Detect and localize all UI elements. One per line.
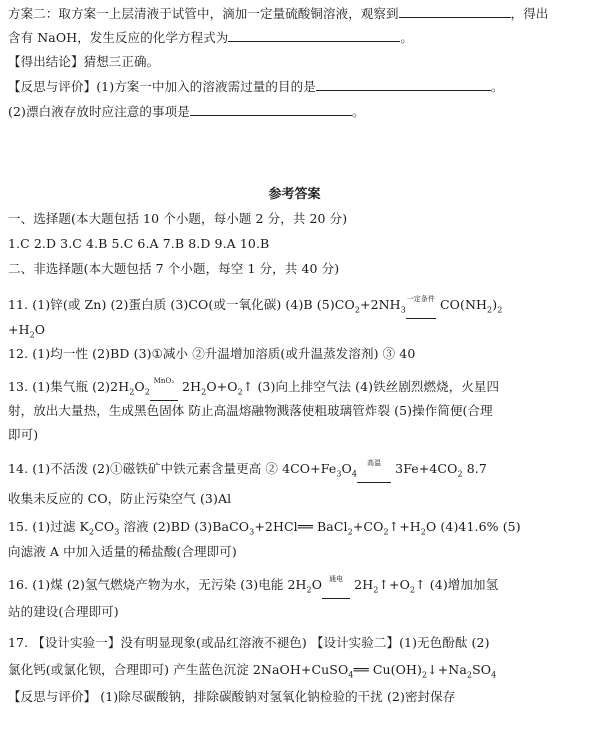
subscript: 3 [249, 527, 255, 537]
subscript: 2 [421, 670, 428, 680]
q17-line-2 [8, 662, 583, 684]
answer-blank[interactable] [228, 29, 400, 42]
header-line-4 [8, 78, 583, 95]
text: 2H [177, 379, 202, 394]
text: SO [472, 662, 492, 677]
text: 含有 NaOH，发生反应的化学方程式为 [8, 30, 229, 45]
reaction-condition: 通电 [329, 574, 344, 583]
subscript: 2 [201, 387, 207, 397]
subscript: 2 [466, 670, 473, 680]
answer-blank[interactable] [399, 5, 511, 18]
q17-line-1: 17. 【设计实验一】没有明显现象(或品红溶液不褪色) 【设计实验二】(1)无色酚酞 (2) [8, 635, 490, 650]
text: 氯化钙(或氯化钡，合理即可) 产生蓝色沉淀 2NaOH+CuSO [8, 662, 349, 677]
text: 溶液 (2)BD (3)BaCO [119, 519, 250, 534]
subscript: 2 [420, 527, 426, 537]
section-1-heading: 一、选择题(本大题包括 10 个小题，每小题 2 分，共 20 分) [8, 211, 348, 226]
reaction-condition: 高温 [366, 458, 382, 467]
text: ↑+H [388, 519, 421, 534]
text: ，得出 [510, 6, 549, 21]
text: +2HCl══ BaCl [254, 519, 348, 534]
q11-line-2 [8, 322, 583, 344]
subscript: 2 [29, 330, 35, 340]
text: 方案二：取方案一上层清液于试管中，滴加一定量硫酸铜溶液，观察到 [8, 6, 399, 21]
q12-line: 12. (1)均一性 (2)BD (3)①减小 ②升温增加溶质(或升温蒸发溶剂) ③ 40 [8, 346, 416, 361]
text: O [34, 322, 46, 337]
text: ) [492, 297, 498, 312]
q13-line-1 [8, 376, 583, 401]
text: 11. (1)锌(或 Zn) (2)蛋白质 (3)CO(或一氧化碳) (4)B (5)CO [8, 297, 355, 312]
text: +2NH [360, 297, 401, 312]
subscript: 2 [237, 387, 243, 397]
subscript: 2 [347, 527, 353, 537]
q15-line-1 [8, 519, 583, 541]
subscript: 3 [336, 469, 342, 479]
header-line-3: 【得出结论】猜想三正确。 [8, 54, 160, 69]
text: 15. (1)过滤 K [8, 519, 89, 534]
reaction-arrow [357, 458, 391, 483]
header-line-1 [8, 5, 583, 22]
subscript: 2 [129, 387, 135, 397]
subscript: 2 [409, 585, 416, 595]
section-2-heading: 二、非选择题(本大题包括 7 个小题，每空 1 分，共 40 分) [8, 261, 340, 276]
text: O+O [206, 379, 238, 394]
reaction-arrow [150, 376, 178, 401]
reaction-arrow [322, 574, 350, 599]
q13-line-2: 射，放出大量热，生成黑色固体 防止高温熔融物溅落使粗玻璃管炸裂 (5)操作简便(合理 [8, 403, 493, 418]
text: O [311, 577, 323, 592]
reaction-arrow [406, 294, 436, 319]
subscript: 2 [383, 527, 389, 537]
q14-line-1 [8, 458, 583, 483]
text: 3Fe+4CO [391, 461, 458, 476]
section-1-answers: 1.C 2.D 3.C 4.B 5.C 6.A 7.B 8.D 9.A 10.B [8, 236, 270, 251]
text: ↑ (3)向上排空气法 (4)铁丝剧烈燃烧，火星四 [242, 379, 500, 394]
reaction-condition: 一定条件 [406, 294, 436, 303]
reaction-condition: MnO₂ [153, 376, 175, 385]
subscript: 3 [400, 305, 406, 315]
subscript: 2 [373, 585, 379, 595]
text: +CO [352, 519, 384, 534]
answer-blank[interactable] [316, 78, 491, 91]
text: (2)漂白液存放时应注意的事项是 [8, 104, 190, 119]
subscript: 2 [306, 585, 312, 595]
q16-line-2: 站的建设(合理即可) [8, 604, 119, 619]
text: 2H [350, 577, 374, 592]
text: 【反思与评价】(1)方案一中加入的溶液需过量的目的是 [8, 79, 316, 94]
q13-line-3: 即可) [8, 427, 39, 442]
text: 13. (1)集气瓶 (2)2H [8, 379, 130, 394]
text: 。 [490, 79, 504, 94]
text: ↑+O [378, 577, 410, 592]
header-line-2 [8, 29, 583, 46]
subscript: 4 [491, 670, 497, 680]
text: O [134, 379, 145, 394]
answers-title: 参考答案 [268, 187, 321, 202]
text: CO [94, 519, 115, 534]
text: ↓+Na [427, 662, 467, 677]
header-line-5 [8, 103, 583, 120]
subscript: 4 [351, 469, 358, 479]
text: CO(NH [435, 297, 487, 312]
q14-line-2: 收集未反应的 CO，防止污染空气 (3)Al [8, 491, 232, 506]
q17-line-3: 【反思与评价】 (1)除尽碳酸钠，排除碳酸钠对氢氧化钠检验的干扰 (2)密封保存 [8, 689, 456, 704]
text: 8.7 [462, 461, 487, 476]
subscript: 2 [88, 527, 95, 537]
q11-line-1 [8, 294, 583, 319]
text: 14. (1)不活泼 (2)①磁铁矿中铁元素含量更高 ② 4CO+Fe [8, 461, 337, 476]
text: ══ Cu(OH) [353, 662, 422, 677]
subscript: 2 [457, 469, 463, 479]
subscript: 3 [114, 527, 120, 537]
q15-line-2: 向滤液 A 中加入适量的稀盐酸(合理即可) [8, 544, 237, 559]
subscript: 2 [354, 305, 361, 315]
subscript: 4 [348, 670, 354, 680]
text: 。 [400, 30, 414, 45]
answer-blank[interactable] [190, 103, 352, 116]
text: ↑ (4)增加加氢 [415, 577, 499, 592]
subscript: 2 [497, 305, 503, 315]
text: O [341, 461, 352, 476]
subscript: 2 [487, 305, 493, 315]
text: 。 [351, 104, 365, 119]
text: O (4)41.6% (5) [426, 519, 521, 534]
text: +H [8, 322, 30, 337]
q16-line-1 [8, 574, 583, 599]
subscript: 2 [144, 387, 150, 397]
text: 16. (1)煤 (2)氢气燃烧产物为水，无污染 (3)电能 2H [8, 577, 307, 592]
